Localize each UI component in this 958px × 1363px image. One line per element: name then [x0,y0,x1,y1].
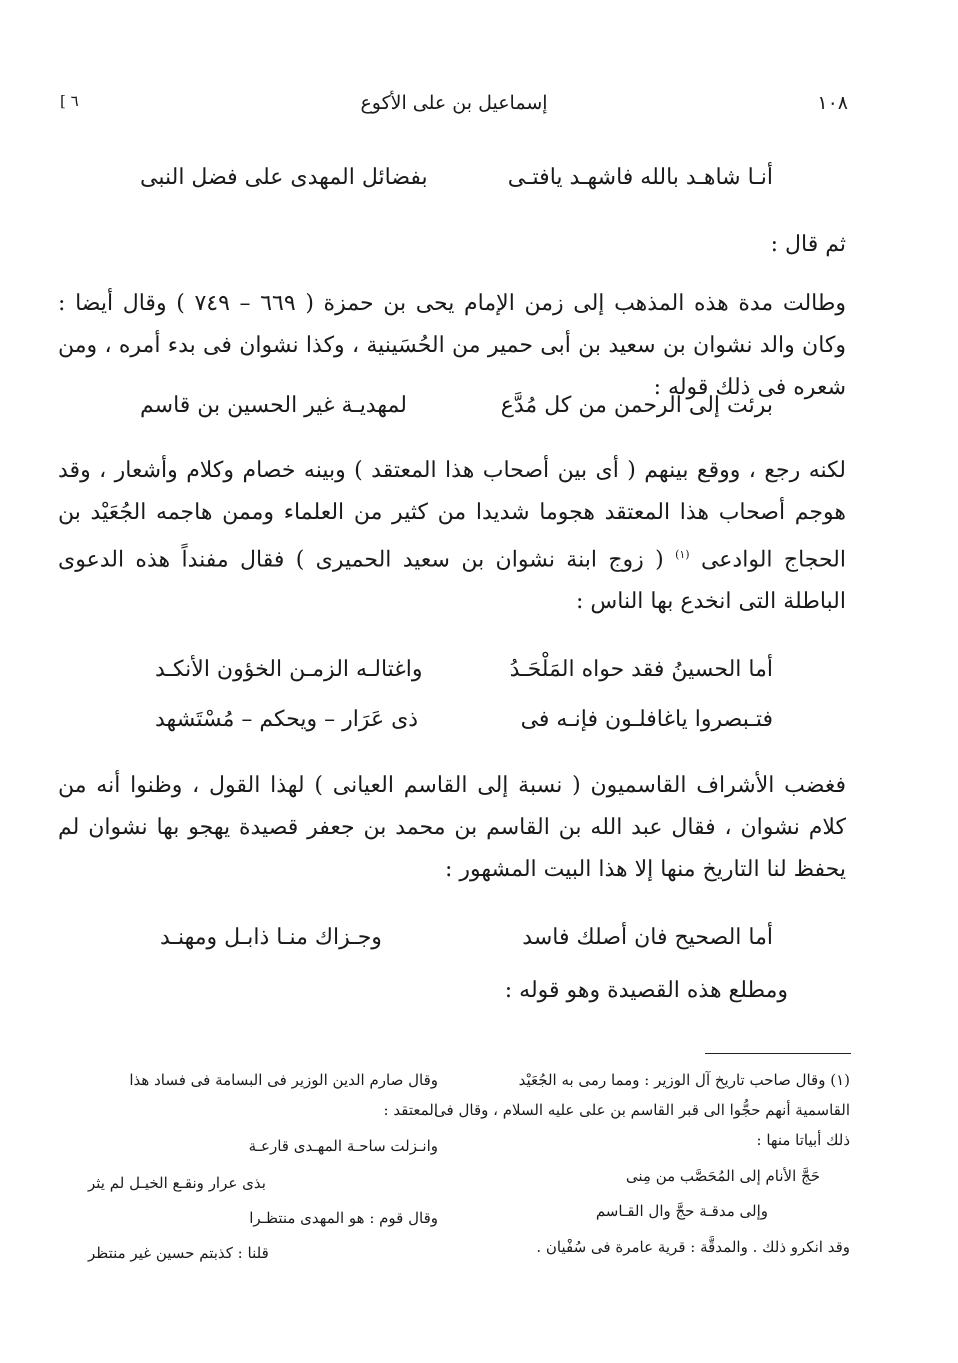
footnote-line: المعتقد : [383,1101,438,1119]
paragraph-2-text-continued: ( زوج ابنة نشوان بن سعيد الحميرى ) فقال مفنداً هذه الدعوى الباطلة التى انخدع بها الناس : [58,547,846,615]
footnote-verse-line: حَجَّ الأنام إلى المُحَصَّب من مِنى [625,1167,820,1185]
footnote-verse-line: وقال قوم : هو المهدى منتظـرا [249,1209,438,1227]
paragraph-intro: ثم قال : [770,232,846,257]
running-title: إسماعيل بن على الأكوع [360,92,548,114]
footnote-verse-line: بذى عرار ونقـع الخيـل لم يثر [88,1174,266,1192]
footnote-line: ذلك أبياتا منها : [756,1131,850,1149]
footnote-line: وقد انكرو ذلك . والمدقَّة : قرية عامرة فى سُفْيان . [536,1238,850,1256]
verse-3-left-hemistich: واغتالـه الزمـن الخؤون الأنكـد [155,657,423,682]
paragraph-2-text: لكنه رجع ، ووقع بينهم ( أى بين أصحاب هذا المعتقد ) وبينه خصام وكلام وأشعار ، وقد هوجم أصحاب هذا المعتقد هجوما شديدا من كثير من العلماء وممن هاجمه الجُعَيْد بن الحجاج الوادعى [58,458,846,573]
footnote-line: القاسمية أنهم حجُّوا الى قبر القاسم بن على عليه السلام ، وقال فى [434,1101,850,1119]
footnote-verse-line: وانـزلت ساحـة المهـدى قارعـة [248,1137,438,1155]
verse-2-left-hemistich: لمهديـة غير الحسين بن قاسم [140,393,407,418]
paragraph-3: فغضب الأشراف القاسميون ( نسبة إلى القاسم العيانى ) لهذا القول ، وظنوا أنه من كلام نشوان ، فقال عبد الله بن القاسم بن محمد بن جعفر قصيدة يهجو بها نشوان لم يحفظ لنا التاريخ منها إلا هذا البيت المشهور : [58,773,846,882]
footnote-divider [705,1053,851,1054]
verse-4-left-hemistich: ذى عَرَار – ويحكم – مُسْتَشهد [155,707,419,732]
paragraph-2 [58,450,846,623]
verse-4-right-hemistich: فتـبصروا ياغافلـون فإنـه فى [520,707,773,732]
signature-mark: ٦ ] [60,92,79,110]
paragraph-1: وطالت مدة هذه المذهب إلى زمن الإمام يحى بن حمزة ( ٦٦٩ – ٧٤٩ ) وقال أيضا : وكان والد نشوان بن سعيد بن أبى حمير من الحُسَينية ، وكذا نشوان فى بدء أمره ، ومن شعره فى ذلك قوله : [58,291,846,400]
verse-1-right-hemistich: أنـا شاهـد بالله فاشهـد يافتـى [507,165,773,190]
verse-1-left-hemistich: بفضائل المهدى على فضل النبى [140,165,428,190]
verse-3-right-hemistich: أما الحسينُ فقد حواه المَلْحَـدُ [509,657,773,682]
footnote-verse-line: قلنا : كذبتم حسين غير منتظر [88,1244,269,1262]
footnote-verse-line: وإلى مدقـة حجَّ وال القـاسم [595,1202,768,1220]
page-header [60,92,848,122]
verse-5-left-hemistich: وجـزاك منـا ذابـل ومهنـد [160,925,382,950]
page-number: ١٠٨ [817,92,848,114]
footnote-reference: (١) [675,548,690,561]
footnote-line: (١) وقال صاحب تاريخ آل الوزير : ومما رمى به الجُعَيْد [518,1071,850,1089]
verse-5-right-hemistich: أما الصحيح فان أصلك فاسد [522,925,773,950]
footnote-line: وقال صارم الدين الوزير فى البسامة فى فساد هذا [129,1071,438,1089]
verse-2-right-hemistich: برئت إلى الرحمن من كل مُدَّع [500,393,773,418]
paragraph-4: ومطلع هذه القصيدة وهو قوله : [504,978,788,1003]
